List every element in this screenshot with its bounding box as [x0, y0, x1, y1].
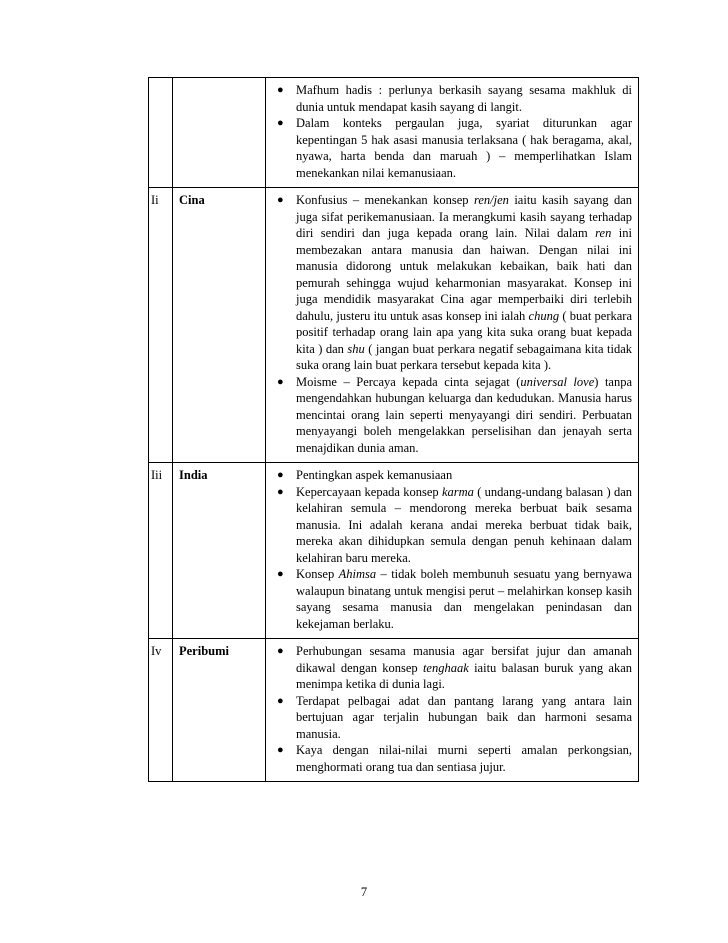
row-number: Ii [149, 188, 173, 463]
table-row [149, 78, 639, 188]
text-segment: iaitu balasan buruk yang akan menimpa ketika di dunia lagi. [296, 660, 632, 691]
bullet-icon: ● [277, 117, 284, 129]
text-segment: – tidak boleh membunuh sesuatu yang bernyawa walaupun binatang untuk mengisi perut – melahirkan konsep kasih sayang sesama manusia dan mengelakan penindasan dan kekejaman berlaku. [296, 567, 632, 631]
text-segment: ) tanpa mengendahkan hubungan keluarga dan kedudukan. Manusia harus mencintai orang lain seperti menyayangi diri sendiri. Perbuatan menyayangi boleh mengelakkan perselisihan dan jenayah serta menajdikan dunia aman. [296, 374, 633, 455]
row-label: Peribumi [173, 639, 266, 782]
italic-term: shu [347, 341, 365, 356]
content-table [148, 77, 639, 782]
list-item [276, 742, 632, 775]
list-item [276, 643, 632, 693]
row-number [149, 78, 173, 188]
bullet-list [276, 82, 632, 181]
list-item [276, 693, 632, 743]
list-item [276, 467, 632, 484]
text-segment: ( buat perkara positif terhadap orang lain apa yang kita suka orang buat kepada kita ) dan [296, 308, 633, 356]
italic-term: universal love [520, 374, 595, 389]
bullet-icon: ● [277, 485, 284, 498]
page-number: 7 [360, 885, 368, 899]
bullet-icon: ● [277, 375, 284, 388]
bullet-icon: ● [277, 744, 284, 756]
text-segment: Kaya dengan nilai-nilai murni seperti amalan perkongsian, menghormati orang tua dan sentiasa jujur. [296, 743, 632, 774]
text-segment: Moisme – Percaya kepada cinta sejagat ( [296, 374, 521, 389]
text-segment: Pentingkan aspek kemanusiaan [296, 468, 453, 482]
table-row [149, 639, 639, 782]
italic-term: chung [528, 308, 560, 323]
bullet-icon: ● [277, 645, 284, 657]
table-body [149, 78, 639, 782]
row-content [266, 639, 639, 782]
text-segment: ini membezakan antara manusia dan haiwan. Dengan nilai ini manusia didorong untuk melakukan kebaikan, baik hati dan pemurah sehingga wujud keharmonian masyarakat. Konsep ini juga mendidik masyarakat Cina agar memperbaiki diri terlebih dahulu, justeru itu untuk asas konsep ini ialah [296, 226, 632, 323]
italic-term: ren/jen [473, 193, 509, 207]
text-segment: ( jangan buat perkara negatif sebagaimana kita tidak suka orang lain buat perkara tersebut kepada kita ). [296, 341, 632, 372]
list-item [276, 115, 632, 181]
row-number: Iv [149, 639, 173, 782]
bullet-icon: ● [277, 694, 284, 707]
text-segment: Terdapat pelbagai adat dan pantang larang yang antara lain bertujuan agar terjalin hubungan baik dan harmoni sesama manusia. [296, 693, 632, 741]
table-row [149, 188, 639, 463]
text-segment: ( undang-undang balasan ) dan kelahiran semula – mendorong mereka berbuat baik sesama manusia. Ini adalah kerana andai mereka berbuat tidak baik, mereka akan dihidupkan semula dengan penuh kehinaan dalam kelahiran baru mereka. [296, 484, 632, 565]
text-segment: Konsep [296, 567, 339, 581]
text-segment: Mafhum hadis : perlunya berkasih sayang sesama makhluk di dunia untuk mendapat kasih sayang di langit. [296, 83, 632, 114]
row-content [266, 78, 639, 188]
bullet-icon: ● [277, 84, 284, 96]
bullet-icon: ● [277, 469, 284, 481]
list-item [276, 374, 632, 457]
list-item [276, 566, 632, 632]
italic-term: Ahimsa [338, 567, 377, 581]
table-row [149, 463, 639, 639]
italic-term: tenghaak [422, 660, 469, 675]
list-item [276, 484, 632, 567]
text-segment: Konfusius – menekankan konsep [296, 193, 474, 207]
text-segment: Kepercayaan kepada konsep [296, 484, 442, 499]
bullet-icon: ● [277, 568, 284, 580]
row-label [173, 78, 266, 188]
list-item [276, 192, 632, 374]
bullet-list [276, 643, 632, 775]
bullet-list [276, 467, 632, 632]
text-segment: Perhubungan sesama manusia agar bersifat jujur dan amanah dikawal dengan konsep [296, 644, 632, 675]
row-content [266, 188, 639, 463]
row-content [266, 463, 639, 639]
italic-term: karma [441, 484, 474, 499]
row-label: India [173, 463, 266, 639]
bullet-list [276, 192, 632, 456]
text-segment: iaitu kasih sayang dan juga sifat perikemanusiaan. Ia merangkumi kasih sayang terhadap diri sendiri dan juga kepada orang lain. Nilai dalam [296, 193, 632, 240]
row-number: Iii [149, 463, 173, 639]
row-label: Cina [173, 188, 266, 463]
list-item [276, 82, 632, 115]
italic-term: ren [595, 226, 612, 240]
text-segment: Dalam konteks pergaulan juga, syariat diturunkan agar kepentingan 5 hak asasi manusia terlaksana ( hak beragama, akal, nyawa, harta benda dan maruah ) – memperlihatkan Islam menekankan nilai kemanusiaan. [296, 116, 632, 180]
bullet-icon: ● [277, 194, 284, 206]
